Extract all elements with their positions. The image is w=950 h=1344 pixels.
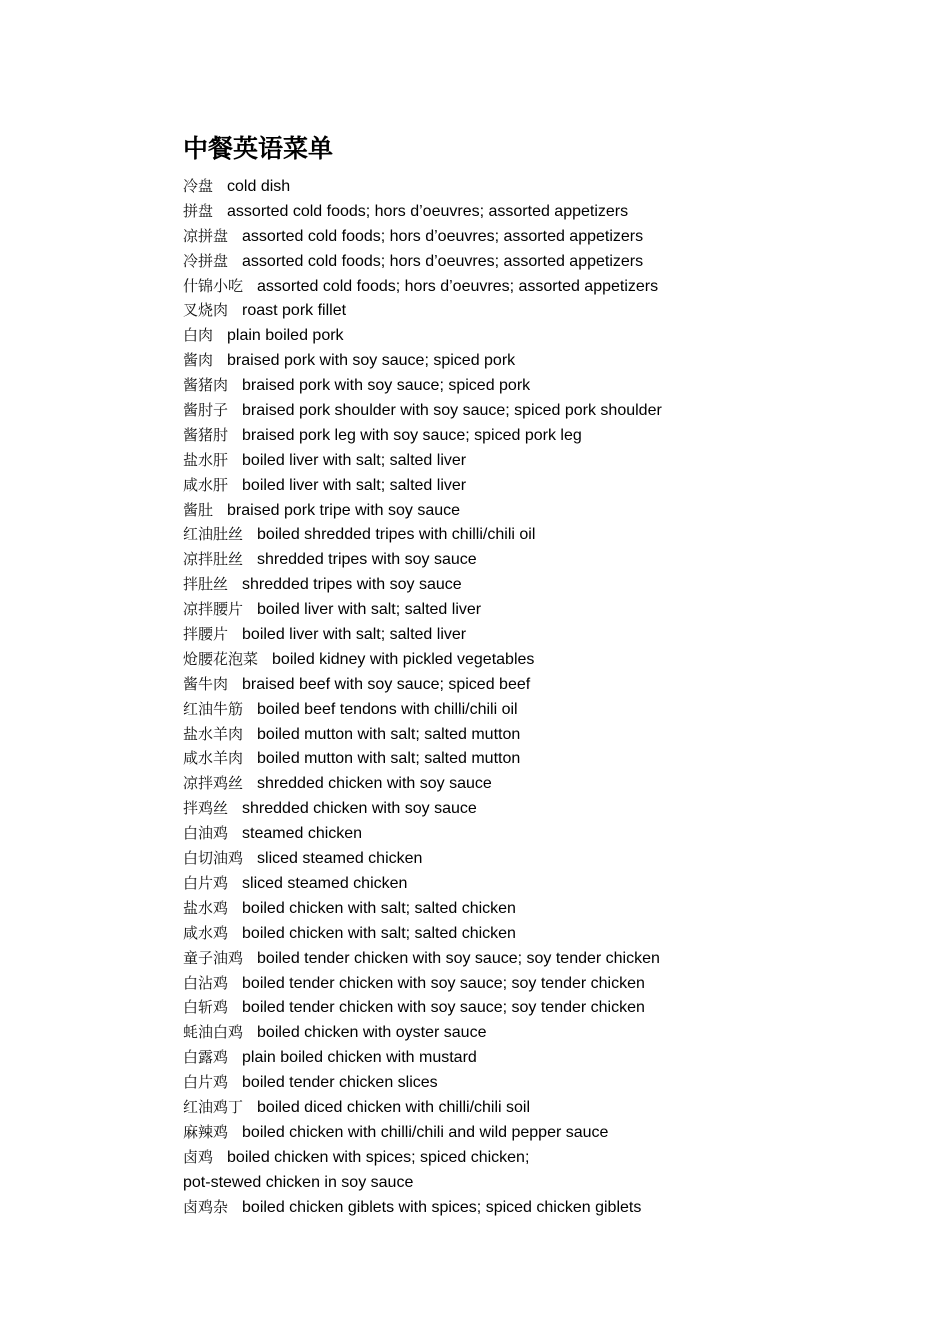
dish-chinese-name: 白片鸡 [183,1073,229,1092]
dish-english-name: boiled shredded tripes with chilli/chili oil [257,526,536,544]
dish-chinese-name: 咸水鸡 [183,923,229,942]
menu-item [183,1195,883,1220]
menu-item [183,199,883,224]
dish-chinese-name: 白片鸡 [183,873,229,892]
menu-item [183,498,883,523]
dish-english-name: braised pork with soy sauce; spiced pork [242,377,531,395]
dish-chinese-name: 炝腰花泡菜 [183,649,259,668]
dish-english-name: braised pork with soy sauce; spiced pork [227,352,516,370]
dish-english-name: assorted cold foods; hors d’oeuvres; assorted appetizers [242,252,644,270]
dish-english-name: assorted cold foods; hors d’oeuvres; assorted appetizers [242,227,644,245]
dish-english-name: boiled chicken with salt; salted chicken [242,899,516,917]
menu-item [183,547,883,572]
dish-chinese-name: 盐水鸡 [183,898,229,917]
dish-english-name: boiled tender chicken slices [242,1074,438,1092]
dish-chinese-name: 拌肚丝 [183,575,229,594]
menu-item [183,473,883,498]
menu-item [183,946,883,971]
menu-item [183,697,883,722]
dish-chinese-name: 冷盘 [183,177,214,195]
menu-item [183,323,883,348]
menu-item [183,1020,883,1045]
menu-item [183,871,883,896]
dish-english-name: boiled liver with salt; salted liver [242,451,467,469]
dish-chinese-name: 蚝油白鸡 [183,1023,244,1042]
dish-english-name: plain boiled pork [227,327,344,345]
dish-english-name: shredded chicken with soy sauce [242,800,477,818]
menu-item [183,572,883,597]
dish-chinese-name: 叉烧肉 [183,301,229,320]
menu-item [183,647,883,672]
dish-english-name: boiled tender chicken with soy sauce; soy tender chicken [242,999,645,1017]
dish-chinese-name: 白露鸡 [183,1048,229,1067]
dish-english-name: braised pork shoulder with soy sauce; spiced pork shoulder [242,402,662,420]
dish-chinese-name: 凉拌腰片 [183,600,244,619]
dish-english-name: boiled chicken with salt; salted chicken [242,924,516,942]
menu-item [183,1120,883,1145]
dish-english-name: plain boiled chicken with mustard [242,1049,477,1067]
dish-chinese-name: 拌鸡丝 [183,799,229,818]
dish-chinese-name: 麻辣鸡 [183,1122,229,1141]
dish-english-name: roast pork fillet [242,302,347,320]
menu-item [183,597,883,622]
dish-english-name: boiled diced chicken with chilli/chili soil [257,1098,531,1116]
dish-chinese-name: 什锦小吃 [183,276,244,295]
menu-item [183,298,883,323]
dish-english-name: boiled chicken with chilli/chili and wild pepper sauce [242,1123,609,1141]
menu-item [183,373,883,398]
dish-english-name: braised pork leg with soy sauce; spiced pork leg [242,426,582,444]
menu-item [183,348,883,373]
dish-chinese-name: 凉拼盘 [183,226,229,245]
menu-item [183,821,883,846]
dish-english-name: boiled kidney with pickled vegetables [272,650,535,668]
dish-english-name: boiled tender chicken with soy sauce; soy tender chicken [242,974,645,992]
dish-chinese-name: 卤鸡杂 [183,1197,229,1216]
dish-chinese-name: 凉拌鸡丝 [183,774,244,793]
dish-chinese-name: 红油鸡丁 [183,1097,244,1116]
menu-item [183,274,883,299]
dish-english-name: shredded chicken with soy sauce [257,775,492,793]
dish-english-name: braised beef with soy sauce; spiced beef [242,675,531,693]
dish-english-name: boiled tender chicken with soy sauce; soy tender chicken [257,949,660,967]
menu-item [183,771,883,796]
menu-item [183,796,883,821]
dish-chinese-name: 咸水羊肉 [183,749,244,768]
menu-item [183,522,883,547]
menu-item [183,896,883,921]
dish-chinese-name: 拼盘 [183,201,214,220]
dish-english-name: shredded tripes with soy sauce [257,551,477,569]
menu-item [183,672,883,697]
menu-item [183,249,883,274]
dish-chinese-name: 拌腰片 [183,625,229,644]
dish-english-name: pot-stewed chicken in soy sauce [183,1173,414,1191]
dish-english-name: sliced steamed chicken [257,850,423,868]
dish-chinese-name: 白油鸡 [183,824,229,843]
dish-english-name: boiled chicken with spices; spiced chicken; [227,1148,530,1166]
dish-english-name: boiled chicken with oyster sauce [257,1024,487,1042]
dish-chinese-name: 酱猪肉 [183,376,229,395]
dish-english-name: boiled mutton with salt; salted mutton [257,750,521,768]
menu-item [183,722,883,747]
dish-chinese-name: 酱肘子 [183,401,229,420]
dish-chinese-name: 酱牛肉 [183,674,229,693]
dish-english-name: cold dish [227,178,291,195]
menu-item [183,746,883,771]
dish-chinese-name: 红油肚丝 [183,525,244,544]
dish-english-name: sliced steamed chicken [242,874,408,892]
dish-chinese-name: 酱肚 [183,500,214,519]
menu-item [183,971,883,996]
dish-chinese-name: 凉拌肚丝 [183,550,244,569]
dish-english-name: boiled chicken giblets with spices; spiced chicken giblets [242,1198,642,1216]
dish-chinese-name: 红油牛筋 [183,699,244,718]
menu-item [183,921,883,946]
dish-chinese-name: 盐水羊肉 [183,724,244,743]
dish-chinese-name: 冷拼盘 [183,251,229,270]
menu-item [183,423,883,448]
dish-english-name: boiled beef tendons with chilli/chili oil [257,700,518,718]
dish-english-name: assorted cold foods; hors d’oeuvres; assorted appetizers [257,277,659,295]
menu-item [183,224,883,249]
dish-english-name: steamed chicken [242,825,363,843]
dish-english-name: boiled liver with salt; salted liver [242,476,467,494]
dish-english-name: boiled mutton with salt; salted mutton [257,725,521,743]
menu-item [183,995,883,1020]
menu-item [183,1070,883,1095]
menu-list [183,174,883,1219]
dish-chinese-name: 童子油鸡 [183,948,244,967]
menu-item [183,398,883,423]
dish-english-name: braised pork tripe with soy sauce [227,501,461,519]
dish-chinese-name: 白斩鸡 [183,998,229,1017]
dish-chinese-name: 白肉 [183,326,214,345]
dish-chinese-name: 酱肉 [183,351,214,370]
dish-english-name: shredded tripes with soy sauce [242,576,462,594]
dish-chinese-name: 卤鸡 [183,1147,214,1166]
menu-item [183,448,883,473]
menu-item [183,1095,883,1120]
menu-item [183,622,883,647]
dish-english-name: assorted cold foods; hors d’oeuvres; assorted appetizers [227,202,629,220]
dish-chinese-name: 盐水肝 [183,450,229,469]
menu-item [183,1045,883,1070]
page-title: 中餐英语菜单 [183,134,334,163]
menu-item [183,1145,883,1170]
dish-chinese-name: 咸水肝 [183,475,229,494]
menu-item [183,1170,883,1195]
dish-chinese-name: 酱猪肘 [183,425,229,444]
dish-chinese-name: 白沾鸡 [183,973,229,992]
dish-english-name: boiled liver with salt; salted liver [257,601,482,619]
menu-item [183,846,883,871]
dish-english-name: boiled liver with salt; salted liver [242,626,467,644]
dish-chinese-name: 白切油鸡 [183,849,244,868]
menu-item [183,174,883,199]
